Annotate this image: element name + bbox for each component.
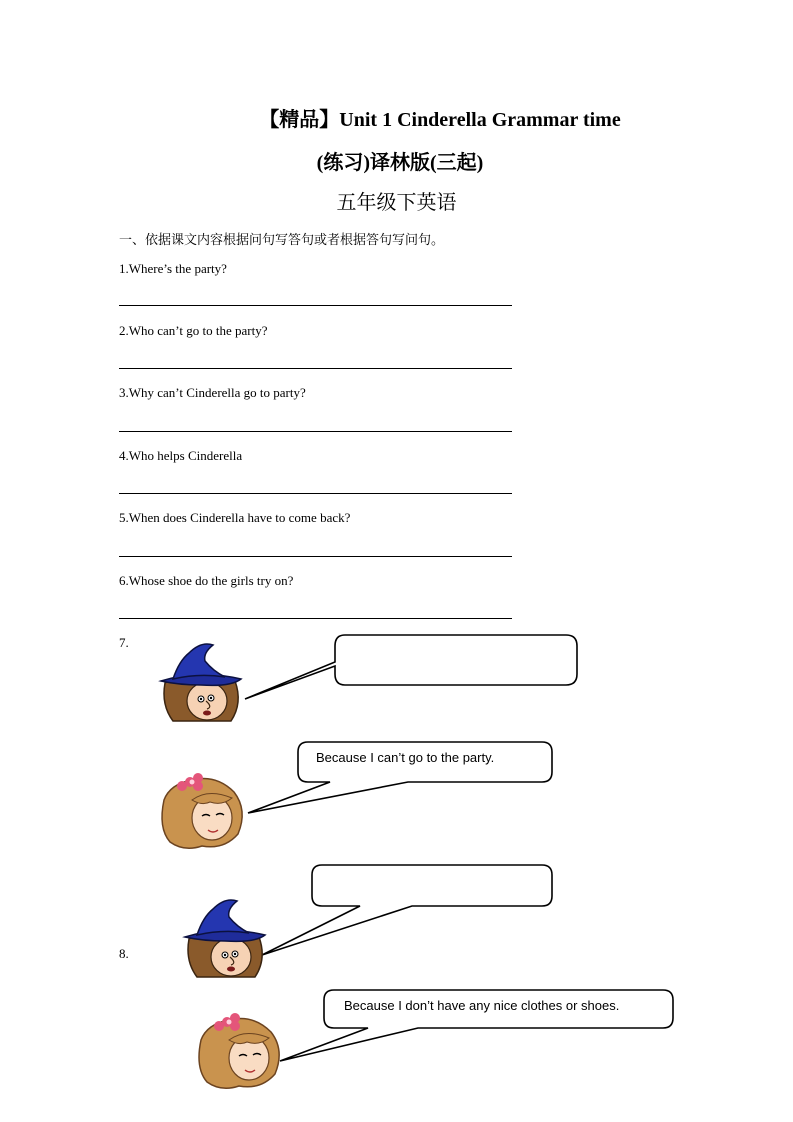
- dialogue-number-8: 8.: [119, 946, 129, 961]
- question-4: 4.Who helps Cinderella: [119, 448, 243, 463]
- question-5: 5.When does Cinderella have to come back?: [119, 510, 351, 525]
- cinderella-line-7: Because I can’t go to the party.: [316, 750, 495, 765]
- question-1: 1.Where’s the party?: [119, 261, 227, 276]
- section-instruction: 一、依据课文内容根据问句写答句或者根据答句写问句。: [119, 233, 445, 248]
- witch-speech-bubble-8[interactable]: [262, 865, 552, 955]
- question-6: 6.Whose shoe do the girls try on?: [119, 573, 294, 588]
- witch-face-icon: [185, 900, 265, 977]
- page-title: 【精品】Unit 1 Cinderella Grammar time: [259, 109, 621, 131]
- question-3: 3.Why can’t Cinderella go to party?: [119, 385, 306, 400]
- cinderella-face-icon: [162, 773, 242, 848]
- page-subtitle: (练习)译林版(三起): [316, 152, 484, 174]
- cinderella-face-icon: [199, 1013, 279, 1088]
- dialogue-number-7: 7.: [119, 635, 129, 650]
- witch-face-icon: [161, 644, 241, 721]
- witch-speech-bubble-7[interactable]: [245, 635, 577, 699]
- grade-label: 五年级下英语: [336, 190, 457, 214]
- question-2: 2.Who can’t go to the party?: [119, 323, 268, 338]
- cinderella-line-8: Because I don’t have any nice clothes or shoes.: [344, 998, 620, 1013]
